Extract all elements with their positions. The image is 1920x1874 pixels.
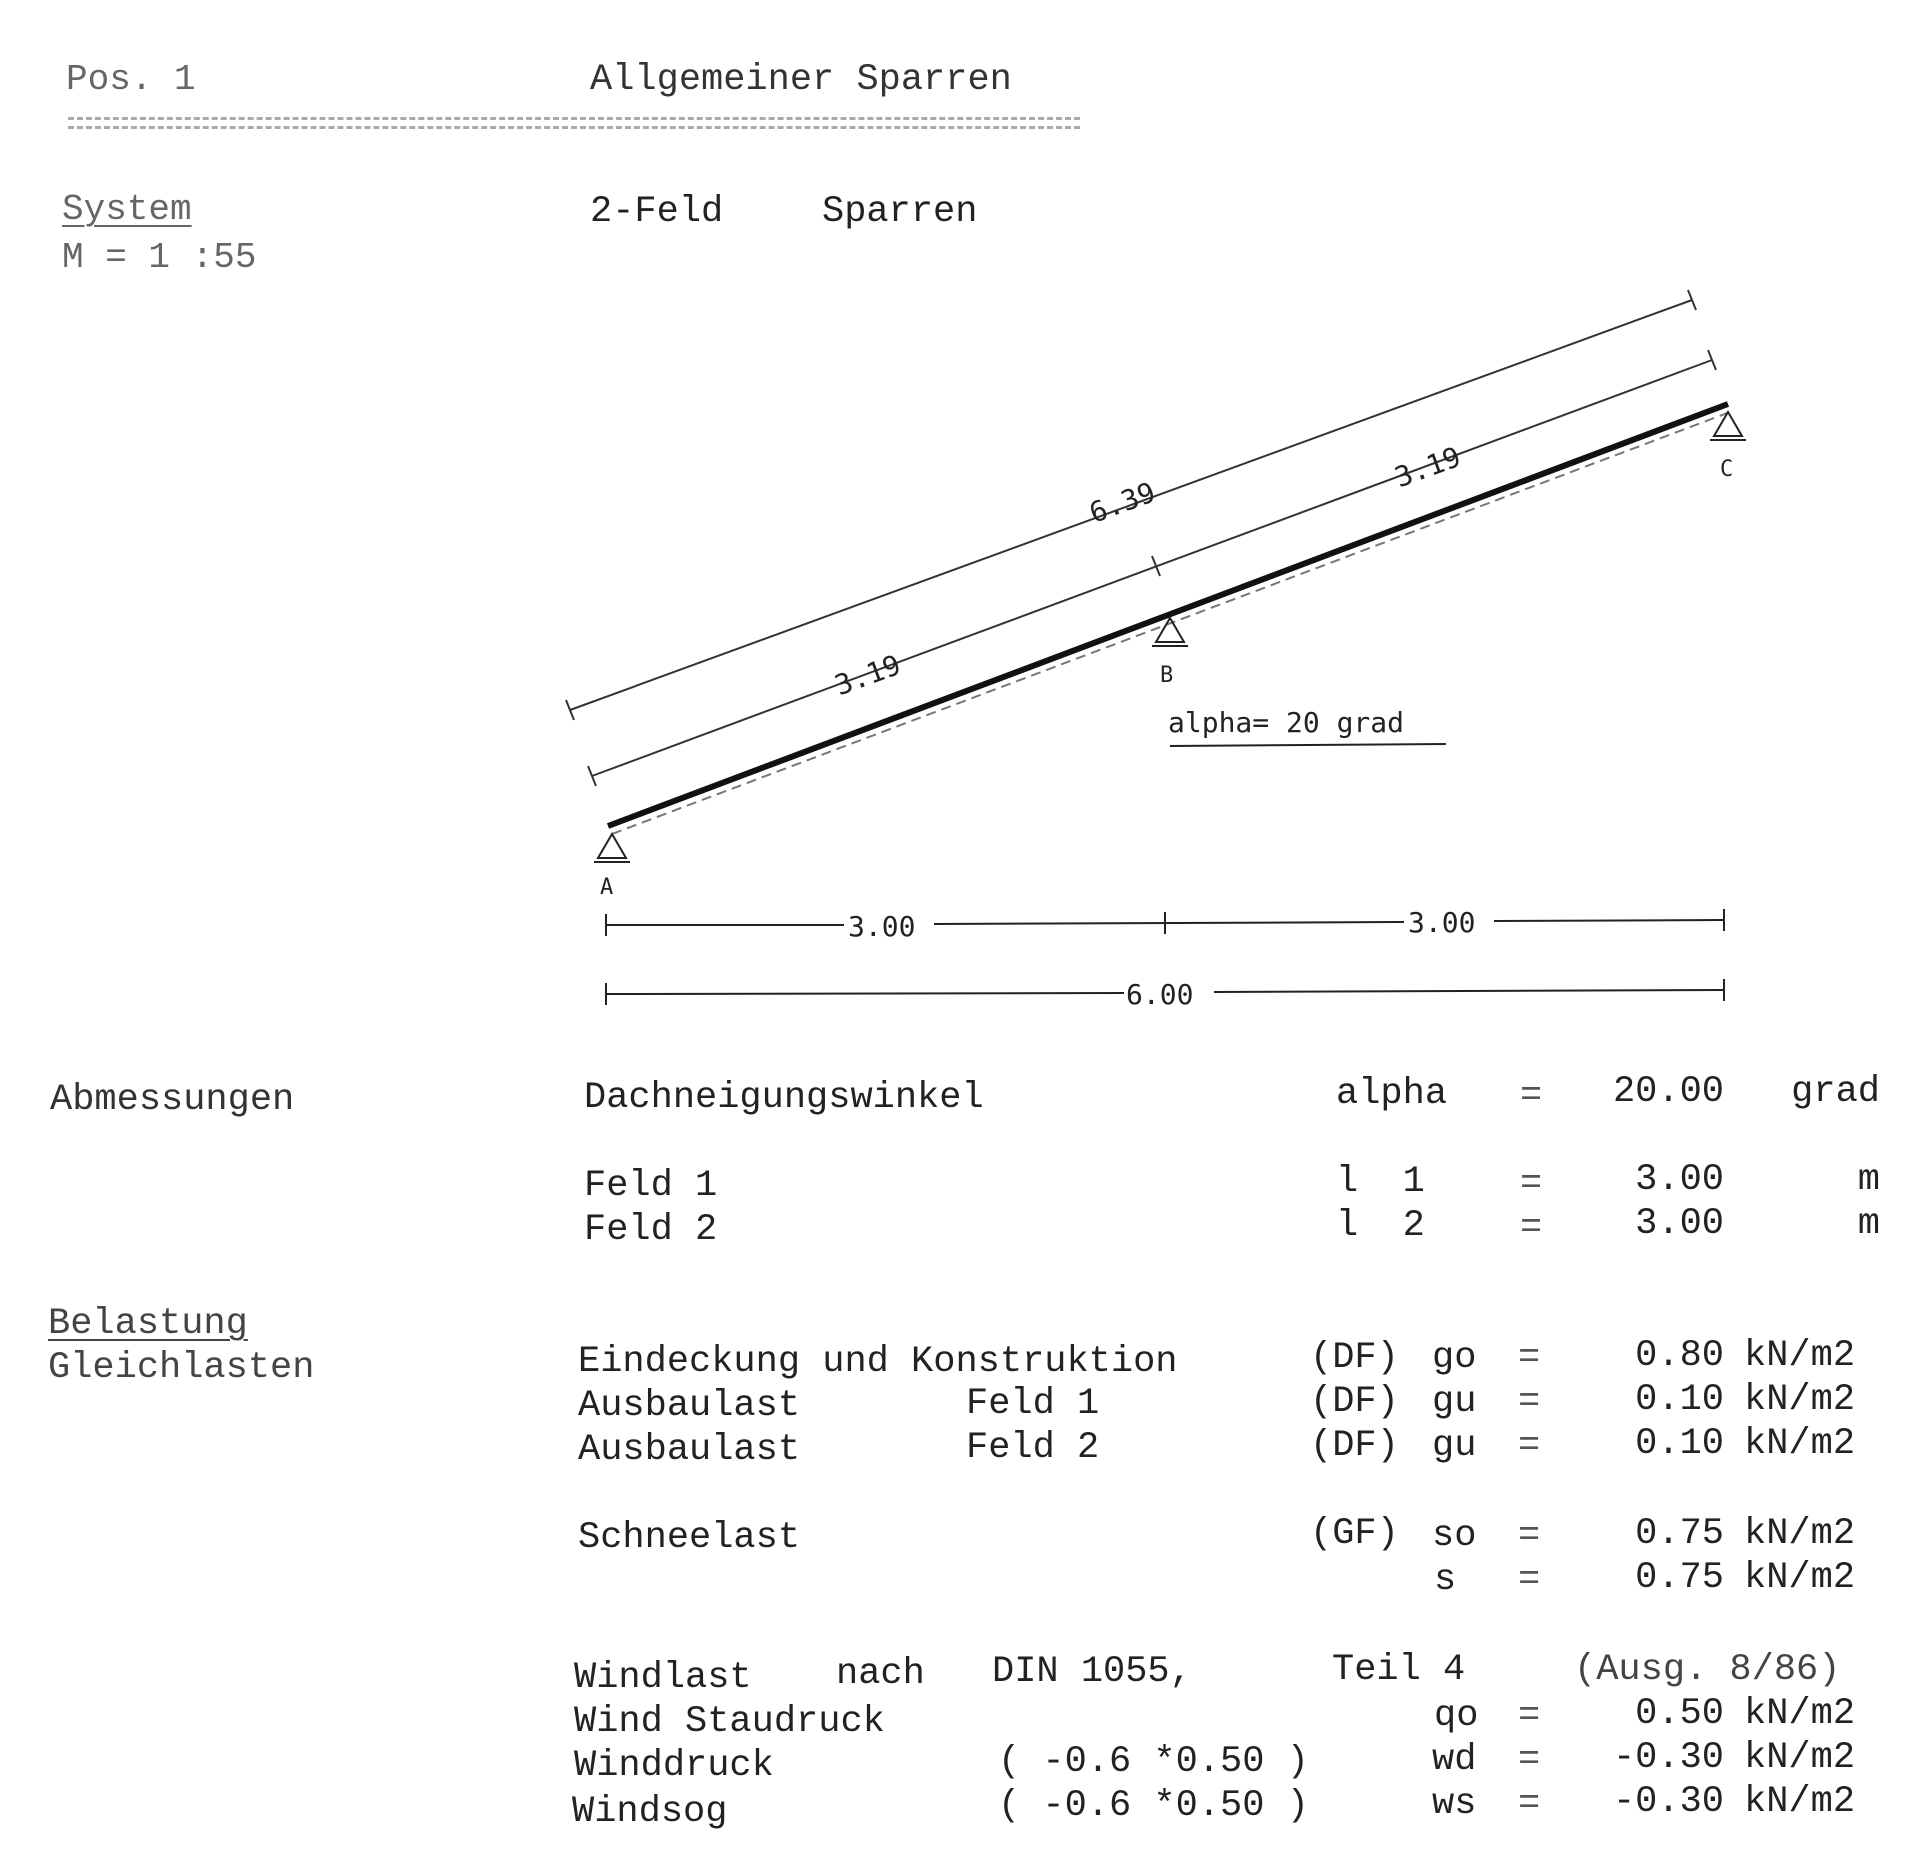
scale-label: M = 1 :55: [62, 237, 257, 278]
section-abmessungen: Abmessungen: [50, 1079, 295, 1121]
support-c-label: C: [1720, 457, 1734, 482]
row-equals: =: [1518, 1425, 1541, 1467]
row-ref: (DF): [1310, 1337, 1399, 1379]
row-value: 0.10: [1635, 1379, 1724, 1421]
row-name: Eindeckung und Konstruktion: [578, 1341, 1178, 1383]
alpha-note: alpha= 20 grad: [1168, 706, 1405, 739]
subsection-gleichlasten: Gleichlasten: [48, 1347, 315, 1389]
row-symbol: s: [1434, 1559, 1457, 1601]
row-value: 0.75: [1635, 1513, 1724, 1555]
support-b-label: B: [1160, 663, 1174, 688]
section-belastung: Belastung: [48, 1303, 248, 1345]
row-unit: kN/m2: [1744, 1557, 1856, 1599]
dim-label-field1-slope: 3.19: [830, 648, 905, 703]
row-value: 0.10: [1635, 1423, 1724, 1465]
row-equals: =: [1520, 1075, 1543, 1117]
row-unit: kN/m2: [1744, 1379, 1856, 1421]
row-symbol: alpha: [1336, 1073, 1448, 1115]
row-unit: m: [1857, 1203, 1880, 1245]
row-equals: =: [1518, 1739, 1541, 1781]
row-unit: kN/m2: [1744, 1693, 1856, 1735]
row-name: Winddruck: [574, 1745, 774, 1787]
row-ref: (GF): [1310, 1513, 1399, 1555]
row-name: Ausbaulast: [578, 1429, 801, 1471]
wind-heading-nach: nach: [836, 1653, 925, 1695]
row-name: Ausbaulast: [578, 1385, 801, 1427]
row-equals: =: [1520, 1207, 1543, 1249]
row-name: Windsog: [572, 1791, 728, 1833]
row-symbol: ws: [1432, 1783, 1477, 1825]
wind-heading-part: Teil 4: [1332, 1649, 1466, 1691]
system-type: 2-Feld: [590, 191, 724, 233]
row-value: -0.30: [1612, 1737, 1724, 1779]
row-unit: kN/m2: [1744, 1781, 1856, 1823]
row-equals: =: [1518, 1337, 1541, 1379]
row-formula: ( -0.6 *0.50 ): [998, 1741, 1309, 1783]
row-unit: kN/m2: [1744, 1335, 1856, 1377]
wind-heading-standard: DIN 1055,: [992, 1651, 1192, 1693]
row-symbol: qo: [1434, 1695, 1479, 1737]
row-equals: =: [1518, 1381, 1541, 1423]
row-symbol: wd: [1432, 1739, 1477, 1781]
wind-heading-windlast: Windlast: [574, 1657, 752, 1699]
row-symbol: so: [1432, 1515, 1477, 1557]
row-field: Feld 1: [966, 1383, 1100, 1425]
dim-label-total-slope: 6.39: [1084, 475, 1160, 530]
row-value: 0.75: [1635, 1557, 1724, 1599]
alpha-note-underline: [1170, 744, 1446, 746]
row-unit: kN/m2: [1744, 1423, 1856, 1465]
row-value: -0.30: [1612, 1781, 1724, 1823]
row-field: Feld 2: [966, 1427, 1100, 1469]
row-name: Schneelast: [578, 1517, 801, 1559]
row-symbol: l 1: [1336, 1161, 1425, 1203]
row-equals: =: [1518, 1783, 1541, 1825]
row-name: Feld 1: [584, 1165, 718, 1207]
dim-label-total-horizontal: 6.00: [1126, 978, 1194, 1011]
support-c-icon: [1710, 412, 1746, 440]
row-name: Dachneigungswinkel: [584, 1077, 984, 1119]
support-a-icon: [594, 834, 630, 862]
dim-label-field1-horizontal: 3.00: [848, 910, 916, 943]
row-symbol: gu: [1432, 1381, 1477, 1423]
system-element: Sparren: [822, 191, 978, 233]
row-name: Feld 2: [584, 1209, 718, 1251]
dim-label-field2-slope: 3.19: [1390, 440, 1465, 495]
row-value: 0.80: [1635, 1335, 1724, 1377]
row-equals: =: [1518, 1515, 1541, 1557]
support-a-label: A: [600, 875, 614, 900]
row-equals: =: [1518, 1559, 1541, 1601]
dim-label-field2-horizontal: 3.00: [1408, 906, 1476, 939]
system-label: System: [62, 189, 192, 230]
row-equals: =: [1520, 1163, 1543, 1205]
row-symbol: l 2: [1336, 1205, 1425, 1247]
wind-heading-edition: (Ausg. 8/86): [1574, 1649, 1841, 1691]
row-unit: grad: [1791, 1071, 1880, 1113]
row-value: 3.00: [1635, 1203, 1724, 1245]
position-number: Pos. 1: [66, 59, 196, 100]
row-name: Wind Staudruck: [574, 1701, 885, 1743]
dimension-field-slope: [588, 350, 1716, 786]
row-symbol: gu: [1432, 1425, 1477, 1467]
row-value: 3.00: [1635, 1159, 1724, 1201]
row-value: 20.00: [1612, 1071, 1724, 1113]
row-value: 0.50: [1635, 1693, 1724, 1735]
row-symbol: go: [1432, 1337, 1477, 1379]
row-formula: ( -0.6 *0.50 ): [998, 1785, 1309, 1827]
row-unit: m: [1857, 1159, 1880, 1201]
row-ref: (DF): [1310, 1381, 1399, 1423]
document-title: Allgemeiner Sparren: [590, 59, 1012, 101]
row-equals: =: [1518, 1695, 1541, 1737]
row-ref: (DF): [1310, 1425, 1399, 1467]
support-b-icon: [1152, 618, 1188, 646]
row-unit: kN/m2: [1744, 1513, 1856, 1555]
row-unit: kN/m2: [1744, 1737, 1856, 1779]
dimension-field-horizontal: [606, 909, 1724, 936]
